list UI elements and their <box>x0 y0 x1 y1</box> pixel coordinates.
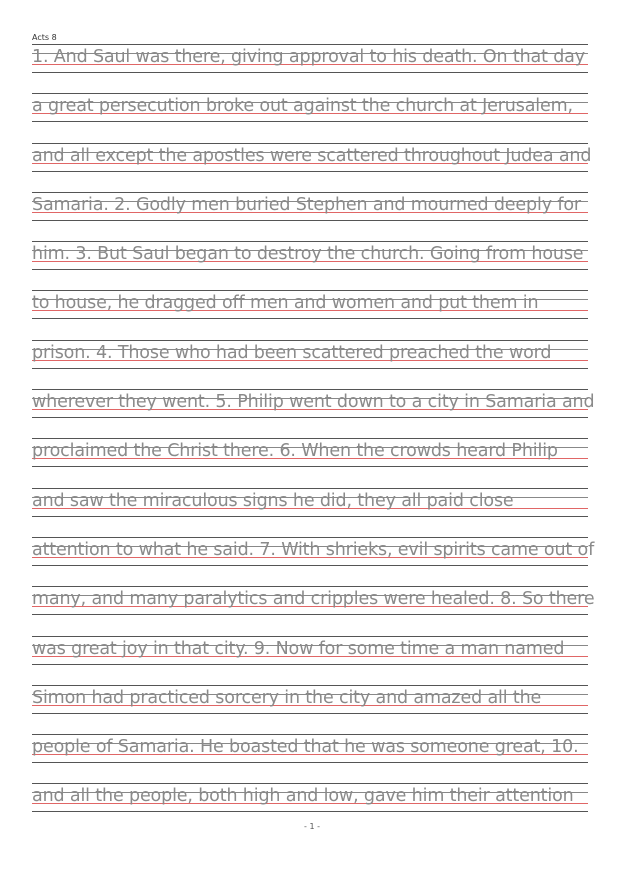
practice-row <box>32 636 588 685</box>
trace-text-line: many, and many paralytics and cripples were healed. 8. So there <box>32 589 595 610</box>
trace-text-line: was great joy in that city. 9. Now for some time a man named <box>32 638 565 659</box>
practice-row <box>32 93 588 142</box>
trace-text-line: him. 3. But Saul began to destroy the church. Going from house <box>32 244 584 265</box>
practice-row <box>32 290 588 339</box>
trace-text-line: 1. And Saul was there, giving approval to his death. On that day <box>32 47 585 67</box>
trace-text-line: Simon had practiced sorcery in the city and amazed all the <box>32 687 542 708</box>
trace-text-line: wherever they went. 5. Philip went down to a city in Samaria and <box>32 392 595 413</box>
practice-row <box>32 586 595 635</box>
trace-text-line: and all the people, both high and low, gave him their attention <box>32 786 574 807</box>
page-header-title: Acts 8 <box>32 33 57 42</box>
page-number: - 1 - <box>304 822 320 831</box>
practice-row <box>32 143 592 192</box>
handwriting-practice-area <box>32 44 595 833</box>
practice-row <box>32 241 588 290</box>
trace-text-line: proclaimed the Christ there. 6. When the crowds heard Philip <box>32 441 558 462</box>
practice-row <box>32 340 588 389</box>
practice-row <box>32 438 588 487</box>
trace-text-line: to house, he dragged off men and women and put them in <box>32 293 539 314</box>
practice-row <box>32 389 595 438</box>
trace-text-line: and all except the apostles were scattered throughout Judea and <box>32 145 592 166</box>
practice-row <box>32 44 588 93</box>
trace-text-line: Samaria. 2. Godly men buried Stephen and mourned deeply for <box>32 194 581 215</box>
trace-text-line: and saw the miraculous signs he did, they all paid close <box>32 490 514 511</box>
trace-text-line: prison. 4. Those who had been scattered preached the word <box>32 342 552 363</box>
trace-text-line: people of Samaria. He boasted that he was someone great, 10. <box>32 737 579 758</box>
practice-row <box>32 537 595 586</box>
trace-text-line: a great persecution broke out against the church at Jerusalem, <box>32 96 573 117</box>
practice-row <box>32 734 588 783</box>
trace-text-line: attention to what he said. 7. With shrieks, evil spirits came out of <box>32 539 595 560</box>
practice-row <box>32 192 588 241</box>
practice-row <box>32 685 588 734</box>
practice-row <box>32 488 588 537</box>
